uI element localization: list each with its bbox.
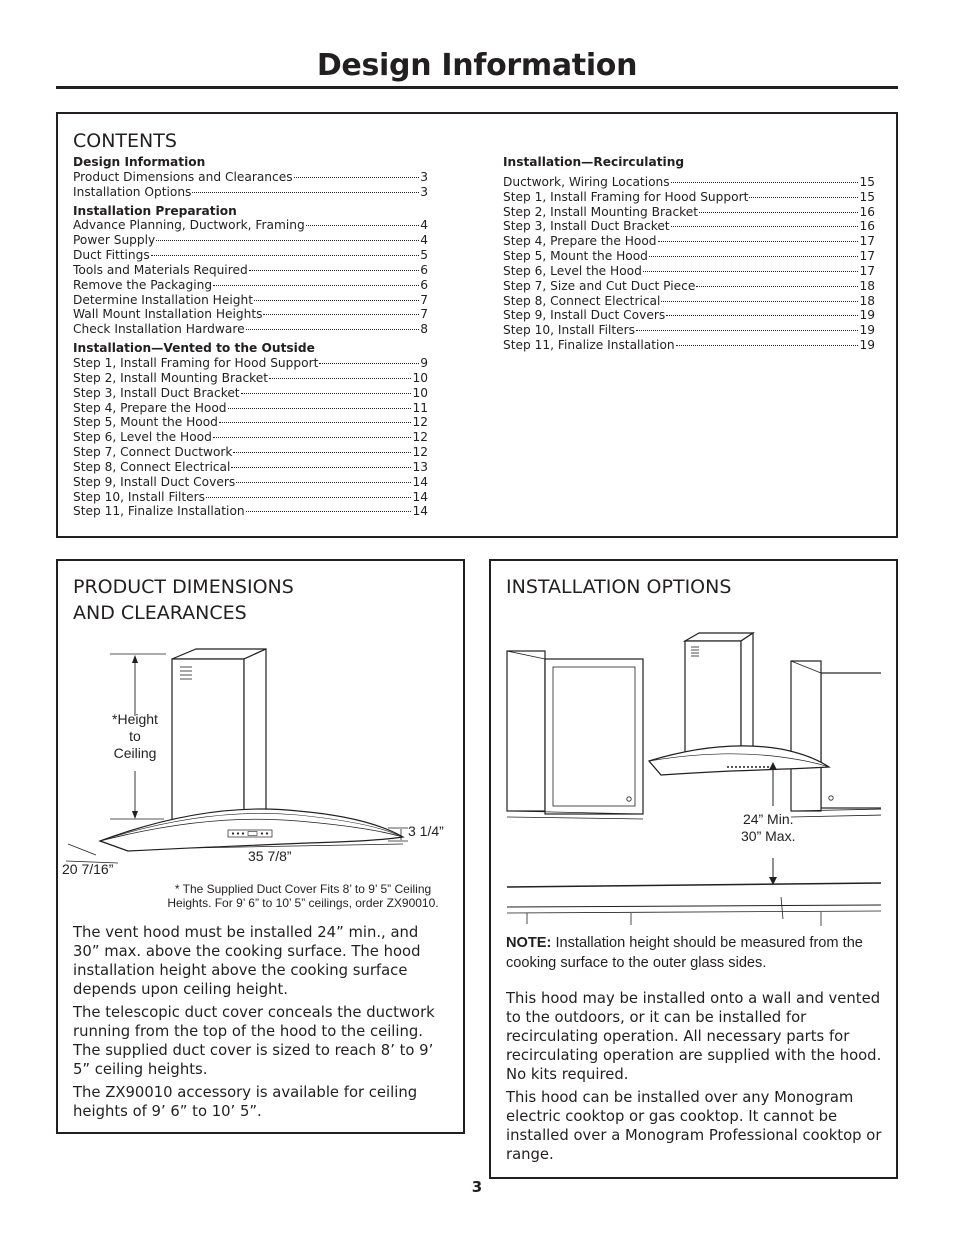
toc-leader-dots bbox=[671, 182, 859, 183]
height-to-ceiling-label bbox=[100, 711, 170, 762]
toc-entry-label: Check Installation Hardware bbox=[73, 322, 245, 337]
toc-section-heading: Installation Preparation bbox=[73, 203, 237, 218]
height-range-label bbox=[741, 811, 795, 845]
toc-entry-label: Step 5, Mount the Hood bbox=[503, 249, 648, 264]
toc-entry-label: Step 4, Prepare the Hood bbox=[503, 234, 657, 249]
toc-leader-dots bbox=[661, 301, 858, 302]
dimensions-body-text bbox=[73, 923, 443, 1125]
toc-entry[interactable] bbox=[503, 249, 875, 264]
toc-entry-label: Step 1, Install Framing for Hood Support bbox=[73, 355, 319, 370]
toc-entry-label: Determine Installation Height bbox=[73, 292, 253, 307]
toc-leader-dots bbox=[213, 285, 419, 286]
toc-entry-page: 3 bbox=[420, 169, 428, 184]
toc-leader-dots bbox=[636, 330, 859, 331]
toc-entry-page: 4 bbox=[420, 233, 428, 248]
toc-entry-label: Ductwork, Wiring Locations bbox=[503, 174, 670, 189]
toc-leader-dots bbox=[306, 225, 420, 226]
toc-entry[interactable] bbox=[73, 401, 428, 416]
toc-entry-page: 19 bbox=[859, 323, 875, 338]
options-paragraph: This hood may be installed onto a wall and vented to the outdoors, or it can be installed for recirculating operation. All necessary parts for recirculating operation are supplied with the hood. No kits required. bbox=[506, 990, 882, 1083]
toc-entry-label: Step 5, Mount the Hood bbox=[73, 415, 218, 430]
toc-leader-dots bbox=[749, 197, 858, 198]
toc-entry-label: Step 3, Install Duct Bracket bbox=[503, 219, 670, 234]
toc-leader-dots bbox=[658, 241, 859, 242]
toc-entry-page: 16 bbox=[859, 219, 875, 234]
toc-entry-page: 17 bbox=[859, 234, 875, 249]
toc-entry[interactable] bbox=[503, 264, 875, 279]
toc-entry-page: 4 bbox=[420, 218, 428, 233]
toc-leader-dots bbox=[246, 329, 420, 330]
toc-entry-page: 19 bbox=[859, 338, 875, 353]
toc-entry[interactable] bbox=[73, 386, 428, 401]
toc-entry-page: 5 bbox=[420, 248, 428, 263]
toc-section-heading: Installation—Recirculating bbox=[503, 155, 685, 169]
toc-entry-label: Step 10, Install Filters bbox=[73, 489, 205, 504]
toc-left-column bbox=[73, 151, 428, 519]
toc-entry-label: Tools and Materials Required bbox=[73, 262, 248, 277]
toc-entry[interactable] bbox=[73, 170, 428, 185]
toc-entry-page: 18 bbox=[859, 278, 875, 293]
toc-entry[interactable] bbox=[503, 175, 875, 190]
toc-entry-page: 13 bbox=[412, 459, 428, 474]
dimensions-heading-line2: AND CLEARANCES bbox=[73, 602, 247, 624]
toc-entry[interactable] bbox=[73, 218, 428, 233]
max-height-label: 30” Max. bbox=[741, 828, 796, 844]
contents-heading: CONTENTS bbox=[73, 130, 177, 152]
toc-leader-dots bbox=[156, 240, 419, 241]
toc-entry-label: Step 6, Level the Hood bbox=[73, 430, 212, 445]
toc-entry-label: Step 7, Connect Ductwork bbox=[73, 445, 233, 460]
toc-leader-dots bbox=[263, 314, 419, 315]
installation-note bbox=[506, 933, 892, 973]
toc-leader-dots bbox=[241, 393, 412, 394]
toc-entry[interactable] bbox=[73, 278, 428, 293]
toc-entry-page: 10 bbox=[412, 370, 428, 385]
toc-entry-label: Step 2, Install Mounting Bracket bbox=[73, 370, 269, 385]
toc-entry[interactable] bbox=[73, 356, 428, 371]
toc-section-heading: Installation—Vented to the Outside bbox=[73, 341, 315, 356]
toc-entry[interactable] bbox=[73, 415, 428, 430]
toc-entry[interactable] bbox=[73, 248, 428, 263]
toc-entry-page: 14 bbox=[412, 474, 428, 489]
footnote-line2: Heights. For 9’ 6” to 10’ 5” ceilings, order ZX90010. bbox=[167, 896, 439, 910]
note-label: NOTE: bbox=[506, 935, 552, 951]
dimensions-paragraph: The vent hood must be installed 24” min., and 30” max. above the cooking surface. The hood installation height above the cooking surface depends upon ceiling height. bbox=[73, 924, 421, 998]
dimensions-heading bbox=[73, 574, 294, 626]
toc-entry[interactable] bbox=[503, 190, 875, 205]
toc-entry-page: 17 bbox=[859, 249, 875, 264]
installation-options-box bbox=[489, 559, 898, 1179]
toc-entry[interactable] bbox=[73, 430, 428, 445]
toc-leader-dots bbox=[236, 482, 411, 483]
toc-entry-page: 10 bbox=[412, 385, 428, 400]
toc-entry[interactable] bbox=[503, 219, 875, 234]
toc-entry-label: Step 9, Install Duct Covers bbox=[73, 474, 236, 489]
toc-leader-dots bbox=[676, 345, 859, 346]
toc-entry-label: Step 7, Size and Cut Duct Piece bbox=[503, 278, 696, 293]
toc-entry-label: Duct Fittings bbox=[73, 248, 150, 263]
toc-leader-dots bbox=[649, 256, 859, 257]
toc-right-column bbox=[503, 151, 875, 353]
toc-leader-dots bbox=[151, 255, 420, 256]
toc-entry-page: 12 bbox=[412, 445, 428, 460]
toc-leader-dots bbox=[249, 270, 420, 271]
duct-cover-footnote bbox=[153, 882, 453, 910]
product-dimensions-box bbox=[56, 559, 465, 1134]
installation-height-diagram bbox=[491, 621, 881, 931]
thickness-dimension-label: 3 1/4” bbox=[408, 823, 444, 839]
toc-entry-page: 7 bbox=[420, 292, 428, 307]
toc-entry[interactable] bbox=[73, 307, 428, 322]
toc-entry[interactable] bbox=[503, 279, 875, 294]
toc-entry[interactable] bbox=[503, 294, 875, 309]
options-body-text bbox=[506, 989, 894, 1168]
toc-entry-page: 15 bbox=[859, 174, 875, 189]
toc-entry[interactable] bbox=[73, 322, 428, 337]
dimensions-paragraph: The ZX90010 accessory is available for ceiling heights of 9’ 6” to 10’ 5”. bbox=[73, 1084, 418, 1120]
dimensions-paragraph: The telescopic duct cover conceals the ductwork running from the top of the hood to the ceiling. The supplied duct cover is sized to reach 8’ to 9’ 5” ceiling heights. bbox=[73, 1004, 435, 1078]
toc-entry-page: 12 bbox=[412, 430, 428, 445]
toc-entry-page: 6 bbox=[420, 262, 428, 277]
toc-leader-dots bbox=[269, 378, 411, 379]
min-height-label: 24” Min. bbox=[742, 811, 794, 827]
toc-entry[interactable] bbox=[503, 338, 875, 353]
page-title: Design Information bbox=[316, 48, 638, 83]
toc-entry-label: Step 3, Install Duct Bracket bbox=[73, 385, 240, 400]
toc-leader-dots bbox=[233, 452, 411, 453]
options-paragraph: This hood can be installed over any Monogram electric cooktop or gas cooktop. It cannot be installed over a Monogram Professional cooktop or range. bbox=[506, 1089, 882, 1163]
toc-entry-page: 12 bbox=[412, 415, 428, 430]
toc-entry-page: 14 bbox=[412, 504, 428, 519]
contents-box bbox=[56, 112, 898, 538]
toc-entry-label: Product Dimensions and Clearances bbox=[73, 169, 293, 184]
toc-entry[interactable] bbox=[73, 475, 428, 490]
toc-entry[interactable] bbox=[73, 185, 428, 200]
toc-entry-label: Installation Options bbox=[73, 184, 192, 199]
page-number: 3 bbox=[471, 1178, 483, 1196]
toc-entry-label: Step 2, Install Mounting Bracket bbox=[503, 204, 699, 219]
toc-section-heading: Design Information bbox=[73, 155, 206, 169]
toc-leader-dots bbox=[696, 286, 858, 287]
options-heading: INSTALLATION OPTIONS bbox=[506, 576, 732, 598]
toc-entry[interactable] bbox=[73, 490, 428, 505]
hood-dimension-diagram bbox=[58, 641, 463, 911]
toc-entry-label: Step 11, Finalize Installation bbox=[503, 338, 675, 353]
toc-entry-page: 18 bbox=[859, 293, 875, 308]
toc-entry[interactable] bbox=[503, 234, 875, 249]
toc-leader-dots bbox=[206, 497, 412, 498]
toc-entry-page: 16 bbox=[859, 204, 875, 219]
toc-leader-dots bbox=[246, 511, 412, 512]
toc-leader-dots bbox=[643, 271, 859, 272]
toc-entry-label: Step 4, Prepare the Hood bbox=[73, 400, 227, 415]
toc-entry-page: 7 bbox=[420, 307, 428, 322]
title-rule bbox=[56, 86, 898, 89]
toc-entry-label: Power Supply bbox=[73, 233, 156, 248]
toc-entry-label: Remove the Packaging bbox=[73, 277, 213, 292]
toc-entry-label: Step 8, Connect Electrical bbox=[503, 293, 661, 308]
height-label-line2: to bbox=[129, 728, 141, 744]
note-text: Installation height should be measured from the cooking surface to the outer glass sides. bbox=[506, 935, 863, 971]
toc-entry[interactable] bbox=[73, 371, 428, 386]
toc-entry[interactable] bbox=[73, 445, 428, 460]
footnote-line1: * The Supplied Duct Cover Fits 8’ to 9’ 5” Ceiling bbox=[174, 882, 432, 896]
toc-leader-dots bbox=[699, 212, 858, 213]
toc-entry-page: 3 bbox=[420, 184, 428, 199]
toc-entry[interactable] bbox=[503, 323, 875, 338]
toc-leader-dots bbox=[666, 315, 858, 316]
dimensions-heading-line1: PRODUCT DIMENSIONS bbox=[73, 576, 294, 598]
toc-leader-dots bbox=[192, 192, 419, 193]
toc-entry-page: 11 bbox=[412, 400, 428, 415]
toc-entry-page: 6 bbox=[420, 277, 428, 292]
width-dimension-label: 35 7/8” bbox=[248, 848, 292, 864]
toc-entry[interactable] bbox=[503, 205, 875, 220]
toc-leader-dots bbox=[219, 422, 412, 423]
toc-entry[interactable] bbox=[73, 263, 428, 278]
toc-entry-label: Wall Mount Installation Heights bbox=[73, 307, 263, 322]
toc-entry-label: Step 1, Install Framing for Hood Support bbox=[503, 189, 749, 204]
height-label-line1: *Height bbox=[112, 711, 158, 727]
toc-entry-page: 17 bbox=[859, 263, 875, 278]
toc-entry[interactable] bbox=[73, 460, 428, 475]
toc-leader-dots bbox=[319, 363, 419, 364]
toc-entry-page: 8 bbox=[420, 322, 428, 337]
toc-entry-page: 14 bbox=[412, 489, 428, 504]
toc-entry-label: Advance Planning, Ductwork, Framing bbox=[73, 218, 305, 233]
toc-entry-page: 19 bbox=[859, 308, 875, 323]
toc-entry-page: 15 bbox=[859, 189, 875, 204]
height-label-line3: Ceiling bbox=[113, 745, 157, 761]
toc-entry-label: Step 11, Finalize Installation bbox=[73, 504, 245, 519]
toc-entry-label: Step 9, Install Duct Covers bbox=[503, 308, 666, 323]
toc-leader-dots bbox=[294, 177, 420, 178]
toc-entry-page: 9 bbox=[420, 355, 428, 370]
toc-entry-label: Step 8, Connect Electrical bbox=[73, 459, 231, 474]
toc-entry-label: Step 6, Level the Hood bbox=[503, 263, 642, 278]
toc-entry[interactable] bbox=[73, 504, 428, 519]
toc-leader-dots bbox=[213, 437, 412, 438]
toc-leader-dots bbox=[228, 408, 412, 409]
toc-leader-dots bbox=[231, 467, 411, 468]
toc-entry-label: Step 10, Install Filters bbox=[503, 323, 635, 338]
toc-leader-dots bbox=[671, 226, 859, 227]
depth-dimension-label: 20 7/16” bbox=[62, 861, 114, 877]
toc-entry[interactable] bbox=[73, 293, 428, 308]
toc-leader-dots bbox=[254, 300, 419, 301]
toc-entry[interactable] bbox=[503, 308, 875, 323]
toc-entry[interactable] bbox=[73, 233, 428, 248]
